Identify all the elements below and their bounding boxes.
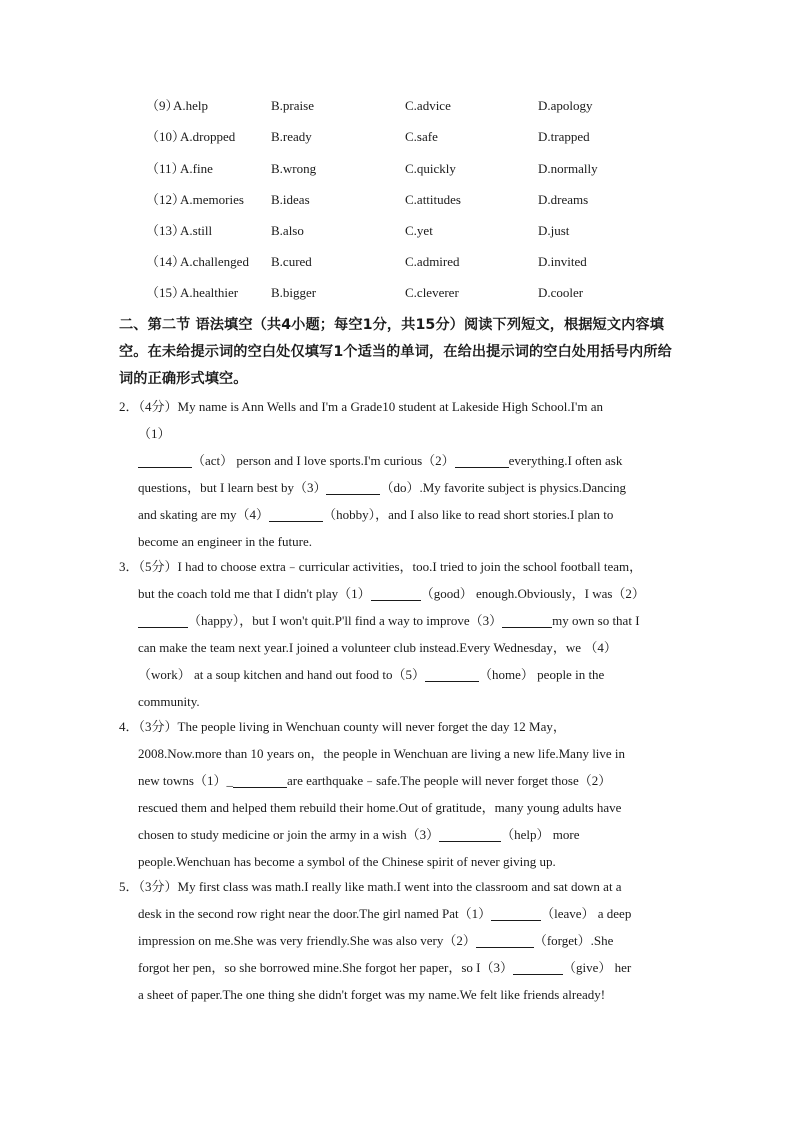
option-b: B.cured	[271, 254, 312, 269]
question-line	[138, 821, 675, 848]
question-number: 4．	[119, 719, 139, 734]
question-line	[138, 447, 675, 474]
option-number: （9）	[146, 98, 179, 113]
question-text: people.Wenchuan has become a symbol of the Chinese spirit of never giving up.	[138, 854, 556, 869]
option-row	[0, 220, 794, 242]
answer-blank[interactable]	[138, 612, 188, 628]
question-text: （home） people in the	[479, 667, 605, 682]
option-a: A.dropped	[180, 129, 236, 144]
option-b: B.ideas	[271, 192, 310, 207]
question-text: desk in the second row right near the door.The girl named Pat（1）	[138, 906, 492, 921]
option-a: A.challenged	[180, 254, 249, 269]
option-c: C.yet	[405, 223, 433, 238]
option-d: D.just	[538, 223, 570, 238]
question-line	[138, 767, 675, 794]
option-row	[0, 158, 794, 180]
question-text: everything.I often ask	[508, 453, 623, 468]
question-text: （hobby），and I also like to read short stories.I plan to	[323, 507, 614, 522]
question-text: forgot her pen，so she borrowed mine.She forgot her paper，so I（3）	[138, 960, 513, 975]
option-number: （12）	[146, 192, 186, 207]
question-text: my own so that I	[552, 613, 640, 628]
answer-blank[interactable]	[513, 959, 563, 975]
question-text: （4分）My name is Ann Wells and I'm a Grade10 student at Lakeside High School.I'm an	[138, 399, 603, 414]
option-d: D.invited	[538, 254, 587, 269]
option-a: A.healthier	[180, 285, 239, 300]
section-heading	[119, 312, 679, 393]
answer-blank[interactable]	[269, 506, 323, 522]
option-number: （14）	[146, 254, 186, 269]
answer-blank[interactable]	[233, 772, 287, 788]
answer-blank[interactable]	[491, 905, 541, 921]
question-line	[138, 981, 675, 1008]
question-line	[138, 528, 675, 555]
option-c: C.attitudes	[405, 192, 461, 207]
heading-line: 空。在未给提示词的空白处仅填写1个适当的单词，在给出提示词的空白处用括号内所给	[119, 344, 672, 360]
question-text: are earthquake﹣safe.The people will never forget those（2）	[286, 773, 612, 788]
question-text: become an engineer in the future.	[138, 534, 312, 549]
answer-blank[interactable]	[425, 666, 479, 682]
option-c: C.cleverer	[405, 285, 459, 300]
question-text: （leave） a deep	[541, 906, 632, 921]
question-line	[138, 794, 675, 821]
question-text: （1）	[138, 426, 171, 441]
question-text: （3分）The people living in Wenchuan county will never forget the day 12 May，	[138, 719, 566, 734]
question-text: （5分）I had to choose extra﹣curricular activities，too.I tried to join the school football team，	[138, 559, 643, 574]
question-text: （3分）My first class was math.I really like math.I went into the classroom and sat down at a	[138, 879, 622, 894]
question-line	[138, 900, 675, 927]
question-line	[138, 927, 675, 954]
answer-blank[interactable]	[138, 452, 192, 468]
option-b: B.ready	[271, 129, 312, 144]
option-row	[0, 282, 794, 304]
option-c: C.quickly	[405, 161, 456, 176]
question-line	[138, 954, 675, 981]
question-line	[138, 580, 675, 607]
question-line	[138, 661, 675, 688]
question-line	[119, 873, 675, 900]
question-text: （happy），but I won't quit.P'll find a way to improve（3）	[188, 613, 503, 628]
question-text: impression on me.She was very friendly.She was also very（2）	[138, 933, 476, 948]
option-a: A.fine	[180, 161, 213, 176]
question-number: 3．	[119, 559, 139, 574]
answer-blank[interactable]	[455, 452, 509, 468]
option-b: B.wrong	[271, 161, 317, 176]
question-text: （give） her	[563, 960, 632, 975]
question-text: （good） enough.Obviously，I was（2）	[420, 586, 645, 601]
question-line	[138, 688, 675, 715]
question-line	[138, 420, 675, 447]
question-text: can make the team next year.I joined a volunteer club instead.Every Wednesday，we （4）	[138, 640, 617, 655]
option-d: D.apology	[538, 98, 593, 113]
question-text: （work） at a soup kitchen and hand out food to（5）	[138, 667, 426, 682]
question-line	[119, 553, 675, 580]
answer-blank[interactable]	[502, 612, 552, 628]
question-text: new towns（1）_	[138, 773, 233, 788]
question-text: （do）.My favorite subject is physics.Dancing	[380, 480, 626, 495]
question-text: （forget）.She	[533, 933, 614, 948]
question-text: （act） person and I love sports.I'm curious（2）	[192, 453, 455, 468]
option-d: D.trapped	[538, 129, 590, 144]
option-d: D.cooler	[538, 285, 584, 300]
question-number: 5．	[119, 879, 139, 894]
answer-blank[interactable]	[439, 826, 501, 842]
question-line	[119, 393, 675, 420]
question-text: questions，but I learn best by（3）	[138, 480, 327, 495]
option-row	[0, 189, 794, 211]
answer-blank[interactable]	[476, 932, 534, 948]
option-row	[0, 95, 794, 117]
question-text: （help） more	[501, 827, 580, 842]
question-text: 2008.Now.more than 10 years on，the people in Wenchuan are living a new life.Many live in	[138, 746, 626, 761]
option-row	[0, 126, 794, 148]
answer-blank[interactable]	[326, 479, 380, 495]
question-text: but the coach told me that I didn't play（1）	[138, 586, 371, 601]
question-text: and skating are my（4）	[138, 507, 270, 522]
option-c: C.safe	[405, 129, 438, 144]
option-a: A.memories	[180, 192, 244, 207]
option-c: C.advice	[405, 98, 451, 113]
heading-line: 二、第二节 语法填空（共4小题；每空1分，共15分）阅读下列短文，根据短文内容填	[119, 317, 664, 333]
question-line	[138, 848, 675, 875]
answer-blank[interactable]	[371, 585, 421, 601]
heading-line: 词的正确形式填空。	[119, 371, 248, 387]
option-number: （10）	[146, 129, 186, 144]
question-line	[138, 501, 675, 528]
question-text: a sheet of paper.The one thing she didn't forget was my name.We felt like friends already!	[138, 987, 606, 1002]
option-number: （13）	[146, 223, 186, 238]
option-c: C.admired	[405, 254, 460, 269]
question-line	[119, 713, 675, 740]
question-text: chosen to study medicine or join the army in a wish（3）	[138, 827, 440, 842]
option-number: （11）	[146, 161, 185, 176]
question-text: rescued them and helped them rebuild their home.Out of gratitude，many young adults have	[138, 800, 622, 815]
question-line	[138, 634, 675, 661]
question-line	[138, 474, 675, 501]
option-row	[0, 251, 794, 273]
option-d: D.normally	[538, 161, 598, 176]
question-line	[138, 607, 675, 634]
option-a: A.help	[173, 98, 209, 113]
question-line	[138, 740, 675, 767]
option-b: B.bigger	[271, 285, 317, 300]
question-number: 2．	[119, 399, 139, 414]
option-b: B.praise	[271, 98, 314, 113]
question-text: community.	[138, 694, 200, 709]
option-d: D.dreams	[538, 192, 589, 207]
option-b: B.also	[271, 223, 304, 238]
option-number: （15）	[146, 285, 186, 300]
option-a: A.still	[180, 223, 213, 238]
